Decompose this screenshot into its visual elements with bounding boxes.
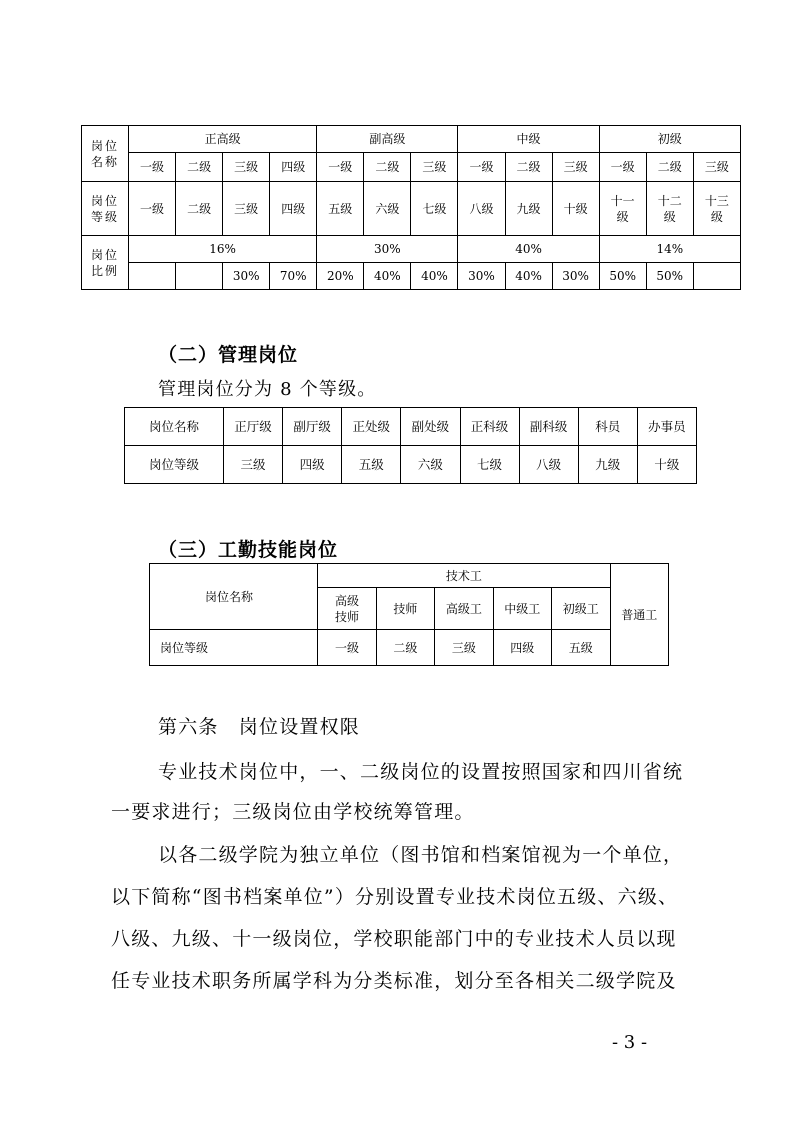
group-ratio-cell: 40% [458,236,599,263]
grade-cell: 十一 级 [599,182,646,236]
tech-grade-cell: 四级 [493,630,551,666]
subgrade-cell: 一级 [458,153,505,182]
post-name-cell: 副科级 [519,408,578,446]
grade-cell: 二级 [176,182,223,236]
post-grade-cell: 八级 [519,446,578,484]
post-name-cell: 副厅级 [283,408,342,446]
sub-ratio-cell: 50% [646,263,693,290]
tech-grade-cell: 二级 [376,630,434,666]
grade-cell: 四级 [270,182,317,236]
grade-cell: 十三 级 [693,182,740,236]
row-label: 岗位名称 [125,408,224,446]
post-name-cell: 办事员 [637,408,696,446]
grade-cell: 一级 [129,182,176,236]
sub-ratio-cell: 40% [505,263,552,290]
subgrade-cell: 一级 [317,153,364,182]
sub-ratio-cell [129,263,176,290]
post-name-label: 岗位 名称 [82,126,129,182]
paragraph-line: 八级、九级、十一级岗位，学校职能部门中的专业技术人员以现 [111,928,677,950]
post-grade-cell: 九级 [578,446,637,484]
professional-post-table [81,125,741,290]
row-label: 岗位等级 [125,446,224,484]
skilled-worker-table [149,563,669,666]
tech-name-cell: 初级工 [552,588,611,630]
tech-name-cell: 技师 [376,588,434,630]
group-ratio-cell: 14% [599,236,740,263]
post-ratio-label: 岗位 比例 [82,236,129,290]
management-post-table [124,407,697,484]
subgrade-cell: 三级 [693,153,740,182]
section2-intro: 管理岗位分为 8 个等级。 [158,379,377,400]
subgrade-cell: 三级 [223,153,270,182]
post-name-cell: 正厅级 [224,408,283,446]
page-number: - 3 - [612,1032,648,1053]
paragraph-line: 以各二级学院为独立单位（图书馆和档案馆视为一个单位， [158,844,684,866]
sub-ratio-cell: 30% [552,263,599,290]
paragraph-line: 以下简称“图书档案单位”）分别设置专业技术岗位五级、六级、 [111,886,679,908]
sub-ratio-cell: 40% [411,263,458,290]
sub-ratio-cell: 50% [599,263,646,290]
sub-ratio-cell: 20% [317,263,364,290]
subgrade-cell: 四级 [270,153,317,182]
sub-ratio-cell: 70% [270,263,317,290]
grade-cell: 六级 [364,182,411,236]
sub-ratio-cell: 40% [364,263,411,290]
grade-cell: 三级 [223,182,270,236]
grade-cell: 五级 [317,182,364,236]
tech-name-cell: 高级 技师 [318,588,376,630]
section3-heading: （三）工勤技能岗位 [158,539,339,561]
post-grade-cell: 七级 [460,446,519,484]
subgrade-cell: 二级 [364,153,411,182]
subgrade-cell: 一级 [599,153,646,182]
paragraph-line: 专业技术岗位中，一、二级岗位的设置按照国家和四川省统 [158,761,684,783]
paragraph-line: 一要求进行；三级岗位由学校统筹管理。 [111,801,475,823]
paragraph-line: 任专业技术职务所属学科为分类标准，划分至各相关二级学院及 [111,970,677,992]
subgrade-cell: 一级 [129,153,176,182]
group-ratio-cell: 16% [129,236,317,263]
post-name-cell: 正处级 [342,408,401,446]
tech-grade-cell: 五级 [552,630,611,666]
grade-cell: 八级 [458,182,505,236]
post-grade-cell: 五级 [342,446,401,484]
tech-name-cell: 高级工 [435,588,493,630]
subgrade-cell: 三级 [411,153,458,182]
group-ratio-cell: 30% [317,236,458,263]
section2-heading: （二）管理岗位 [158,344,299,366]
sub-ratio-cell: 30% [223,263,270,290]
group-cell: 中级 [458,126,599,153]
post-name-cell: 副处级 [401,408,460,446]
post-grade-label: 岗位等级 [150,630,318,666]
tech-name-cell: 中级工 [493,588,551,630]
subgrade-cell: 二级 [646,153,693,182]
general-worker-cell: 普通工 [610,564,668,666]
post-grade-cell: 四级 [283,446,342,484]
subgrade-cell: 三级 [552,153,599,182]
tech-grade-cell: 三级 [435,630,493,666]
grade-cell: 七级 [411,182,458,236]
post-name-cell: 科员 [578,408,637,446]
sub-ratio-cell [693,263,740,290]
tech-worker-header: 技术工 [318,564,610,588]
post-grade-cell: 三级 [224,446,283,484]
subgrade-cell: 二级 [505,153,552,182]
post-name-cell: 正科级 [460,408,519,446]
group-cell: 正高级 [129,126,317,153]
group-cell: 副高级 [317,126,458,153]
grade-cell: 十二 级 [646,182,693,236]
sub-ratio-cell: 30% [458,263,505,290]
post-grade-cell: 十级 [637,446,696,484]
post-grade-cell: 六级 [401,446,460,484]
grade-cell: 十级 [552,182,599,236]
sub-ratio-cell [176,263,223,290]
post-name-label: 岗位名称 [150,564,318,630]
subgrade-cell: 二级 [176,153,223,182]
post-grade-label: 岗位 等级 [82,182,129,236]
article6-title: 第六条 岗位设置权限 [158,716,361,738]
group-cell: 初级 [599,126,740,153]
grade-cell: 九级 [505,182,552,236]
tech-grade-cell: 一级 [318,630,376,666]
